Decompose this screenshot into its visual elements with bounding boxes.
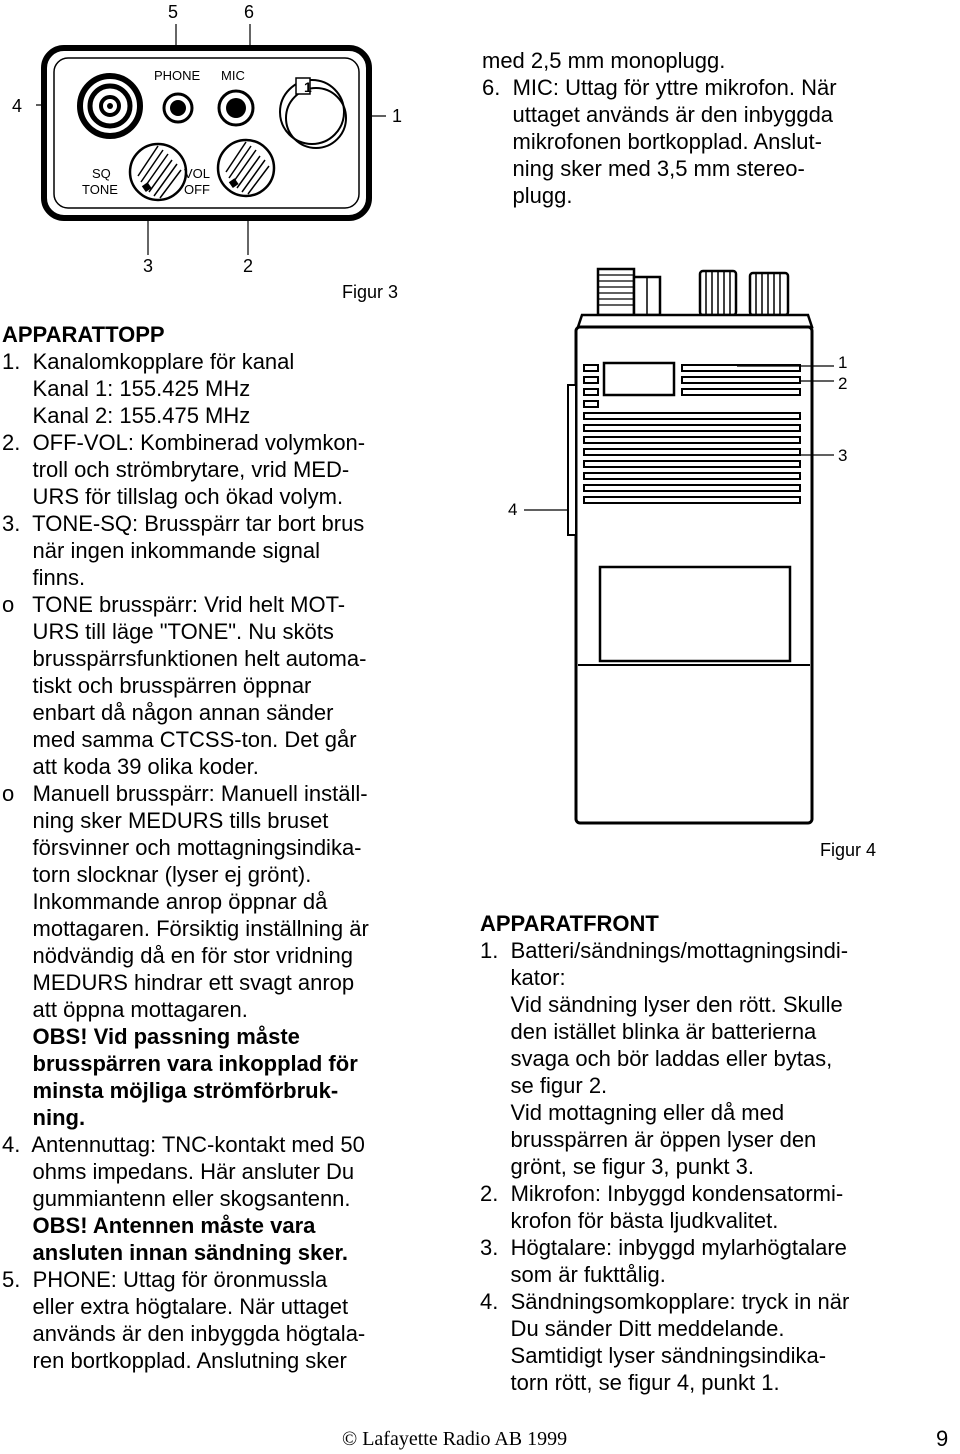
callout-2: 2 bbox=[243, 256, 254, 276]
warning-line: ansluten innan sändning sker. bbox=[2, 1240, 348, 1265]
warning-line: OBS! Antennen måste vara bbox=[2, 1213, 316, 1238]
callout-6: 6 bbox=[244, 2, 255, 22]
callout-3: 3 bbox=[143, 256, 154, 276]
text-line: försvinner och mottagningsindika- bbox=[2, 835, 362, 860]
text-line: torn rött, se figur 4, punkt 1. bbox=[480, 1370, 780, 1395]
text-line: Kanal 2: 155.475 MHz bbox=[2, 403, 251, 428]
text-line: finns. bbox=[2, 565, 86, 590]
text-line: att koda 39 olika koder. bbox=[2, 754, 259, 779]
section-heading: APPARATTOPP bbox=[2, 322, 165, 347]
text-line: nödvändig då en för stor vridning bbox=[2, 943, 353, 968]
text-line: ning sker MEDURS tills bruset bbox=[2, 808, 329, 833]
callout-4: 4 bbox=[12, 96, 23, 116]
text-line: när ingen inkommande signal bbox=[2, 538, 320, 563]
figure-4-caption: Figur 4 bbox=[820, 840, 877, 860]
warning-line: minsta möjliga strömförbruk- bbox=[2, 1078, 339, 1103]
text-line: plugg. bbox=[482, 183, 573, 208]
text-line: som är fukttålig. bbox=[480, 1262, 666, 1287]
text-line: 5. PHONE: Uttag för öronmussla bbox=[2, 1267, 328, 1292]
callout-1: 1 bbox=[392, 106, 403, 126]
text-line: gummiantenn eller skogsantenn. bbox=[2, 1186, 351, 1211]
text-line: att öppna mottagaren. bbox=[2, 997, 248, 1022]
text-line: 3. TONE-SQ: Brusspärr tar bort brus bbox=[2, 511, 365, 536]
text-line: grönt, se figur 3, punkt 3. bbox=[480, 1154, 754, 1179]
text-line: 2. OFF-VOL: Kombinerad volymkon- bbox=[2, 430, 366, 455]
callout-3: 3 bbox=[838, 446, 848, 465]
text-line: torn slocknar (lyser ej grönt). bbox=[2, 862, 312, 887]
callout-1: 1 bbox=[838, 353, 848, 372]
text-line: mottagaren. Försiktig inställning är bbox=[2, 916, 369, 941]
text-line: ohms impedans. Här ansluter Du bbox=[2, 1159, 355, 1184]
label-vol: VOL bbox=[184, 166, 211, 181]
warning-line: ning. bbox=[2, 1105, 86, 1130]
text-line: enbart då någon annan sänder bbox=[2, 700, 334, 725]
warning-line: brusspärren vara inkopplad för bbox=[2, 1051, 358, 1076]
text-line: 3. Högtalare: inbyggd mylarhögtalare bbox=[480, 1235, 847, 1260]
text-line: eller extra högtalare. När uttaget bbox=[2, 1294, 349, 1319]
label-sq: SQ bbox=[92, 166, 111, 181]
text-line: tiskt och brusspärren öppnar bbox=[2, 673, 312, 698]
text-line: 1. Kanalomkopplare för kanal bbox=[2, 349, 295, 374]
text-line: ren bortkopplad. Anslutning sker bbox=[2, 1348, 347, 1373]
text-line: mikrofonen bortkopplad. Anslut- bbox=[482, 129, 822, 154]
text-line: svaga och bör laddas eller bytas, bbox=[480, 1046, 833, 1071]
text-line: o Manuell brusspärr: Manuell inställ- bbox=[2, 781, 368, 806]
text-line: MEDURS hindrar ett svagt anrop bbox=[2, 970, 355, 995]
text-line: 1. Batteri/sändnings/mottagningsindi- bbox=[480, 938, 849, 963]
label-channel: 1 bbox=[304, 79, 312, 95]
text-line: Inkommande anrop öppnar då bbox=[2, 889, 328, 914]
text-line: o TONE brusspärr: Vrid helt MOT- bbox=[2, 592, 346, 617]
text-line: med 2,5 mm monoplugg. bbox=[482, 48, 726, 73]
text-line: 6. MIC: Uttag för yttre mikrofon. När bbox=[482, 75, 837, 100]
text-line: ning sker med 3,5 mm stereo- bbox=[482, 156, 805, 181]
text-line: URS för tillslag och ökad volym. bbox=[2, 484, 344, 509]
label-tone: TONE bbox=[82, 182, 118, 197]
text-line: Vid sändning lyser den rött. Skulle bbox=[480, 992, 843, 1017]
text-line: kator: bbox=[480, 965, 566, 990]
section-heading: APPARATFRONT bbox=[480, 911, 659, 936]
label-phone: PHONE bbox=[154, 68, 201, 83]
text-line: Samtidigt lyser sändningsindika- bbox=[480, 1343, 827, 1368]
text-line: uttaget används är den inbyggda bbox=[482, 102, 834, 127]
text-line: brusspärrsfunktionen helt automa- bbox=[2, 646, 367, 671]
callout-2: 2 bbox=[838, 374, 848, 393]
text-line: 4. Sändningsomkopplare: tryck in när bbox=[480, 1289, 850, 1314]
text-line: URS till läge "TONE". Nu sköts bbox=[2, 619, 334, 644]
text-line: se figur 2. bbox=[480, 1073, 608, 1098]
text-line: troll och strömbrytare, vrid MED- bbox=[2, 457, 350, 482]
text-line: brusspärren är öppen lyser den bbox=[480, 1127, 817, 1152]
text-line: 4. Antennuttag: TNC-kontakt med 50 bbox=[2, 1132, 365, 1157]
text-line: används är den inbyggda högtala- bbox=[2, 1321, 366, 1346]
callout-5: 5 bbox=[168, 2, 179, 22]
label-off: OFF bbox=[184, 182, 210, 197]
text-line: Du sänder Ditt meddelande. bbox=[480, 1316, 785, 1341]
page-number: 9 bbox=[936, 1426, 949, 1451]
text-line: Vid mottagning eller då med bbox=[480, 1100, 785, 1125]
text-line: den istället blinka är batterierna bbox=[480, 1019, 817, 1044]
label-mic: MIC bbox=[221, 68, 245, 83]
warning-line: OBS! Vid passning måste bbox=[2, 1024, 300, 1049]
text-line: Kanal 1: 155.425 MHz bbox=[2, 376, 251, 401]
figure-3-caption: Figur 3 bbox=[342, 282, 399, 302]
text-line: krofon för bästa ljudkvalitet. bbox=[480, 1208, 779, 1233]
callout-4: 4 bbox=[508, 500, 518, 519]
copyright: © Lafayette Radio AB 1999 bbox=[342, 1428, 568, 1450]
text-line: med samma CTCSS-ton. Det går bbox=[2, 727, 357, 752]
radio-front-drawing bbox=[500, 255, 880, 835]
top-panel-drawing bbox=[0, 0, 420, 265]
text-line: 2. Mikrofon: Inbyggd kondensatormi- bbox=[480, 1181, 844, 1206]
